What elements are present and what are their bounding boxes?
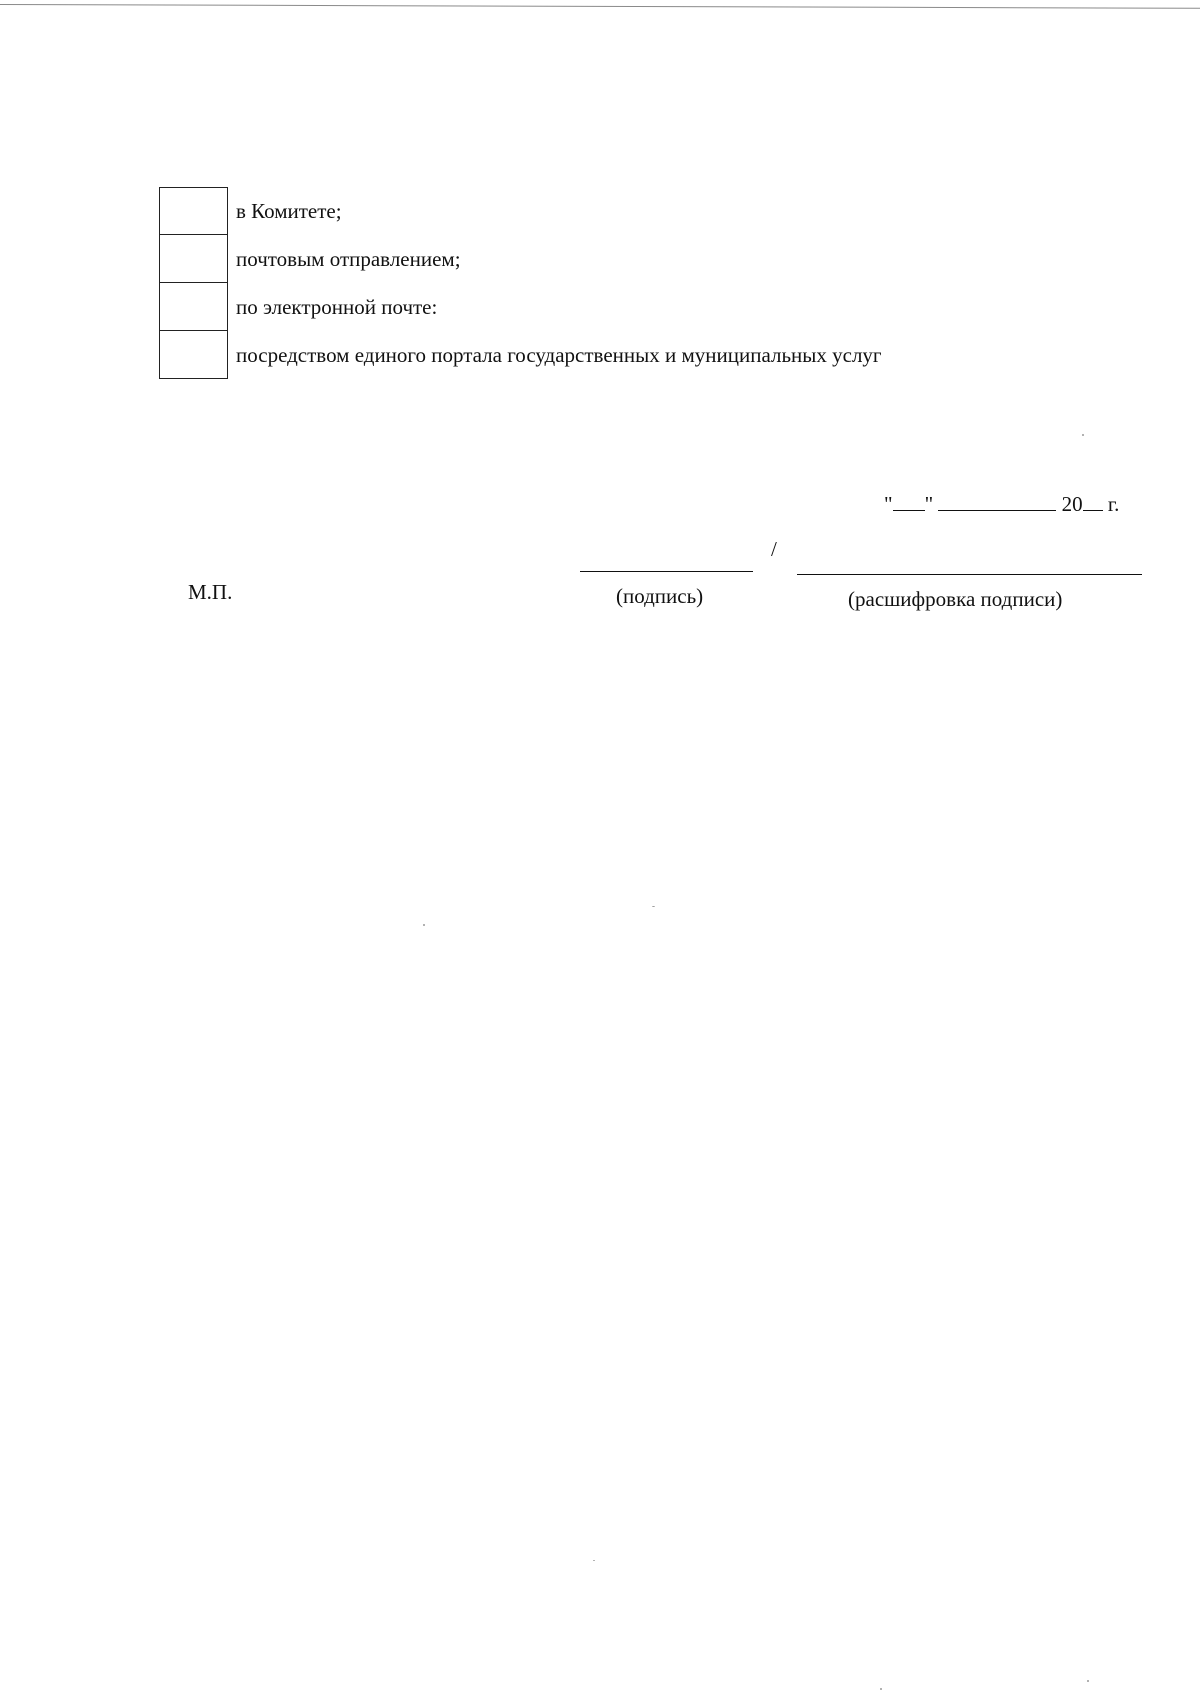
option-label-email: по электронной почте: [236, 295, 438, 319]
signature-caption: (подпись) [616, 584, 704, 608]
stamp-place-label: М.П. [188, 580, 233, 604]
checkbox-portal[interactable] [159, 331, 228, 379]
delivery-option-portal[interactable] [159, 331, 1039, 379]
date-year-suffix: г. [1107, 492, 1120, 516]
date-close-quote: " [924, 492, 934, 516]
delivery-option-email[interactable] [159, 283, 1039, 331]
delivery-option-committee[interactable] [159, 187, 1039, 235]
scan-speck [1082, 434, 1084, 436]
date-year-blank[interactable] [1083, 492, 1103, 511]
delivery-option-post[interactable] [159, 235, 1039, 283]
option-label-committee: в Комитете; [236, 199, 342, 223]
signature-separator: / [771, 537, 777, 561]
checkbox-committee[interactable] [159, 187, 228, 235]
date-day-blank[interactable] [893, 492, 925, 511]
signature-transcript-caption: (расшифровка подписи) [848, 587, 1063, 611]
signature-line[interactable] [580, 571, 753, 572]
date-year-prefix: 20 [1061, 492, 1083, 516]
option-label-portal: посредством единого портала государственных и муниципальных услуг [236, 343, 882, 367]
signature-transcript-line[interactable] [797, 574, 1142, 575]
option-label-post: почтовым отправлением; [236, 247, 461, 271]
scan-speck [1087, 1680, 1089, 1682]
date-open-quote: " [884, 492, 893, 516]
scan-speck [880, 1688, 882, 1690]
scan-speck [423, 924, 425, 926]
date-month-blank[interactable] [938, 492, 1056, 511]
date-field [884, 492, 1119, 516]
page-top-edge-line [0, 4, 1200, 9]
scan-speck [593, 1560, 595, 1561]
scan-speck [652, 906, 655, 907]
checkbox-post[interactable] [159, 235, 228, 283]
checkbox-email[interactable] [159, 283, 228, 331]
delivery-options-list [159, 187, 1039, 379]
